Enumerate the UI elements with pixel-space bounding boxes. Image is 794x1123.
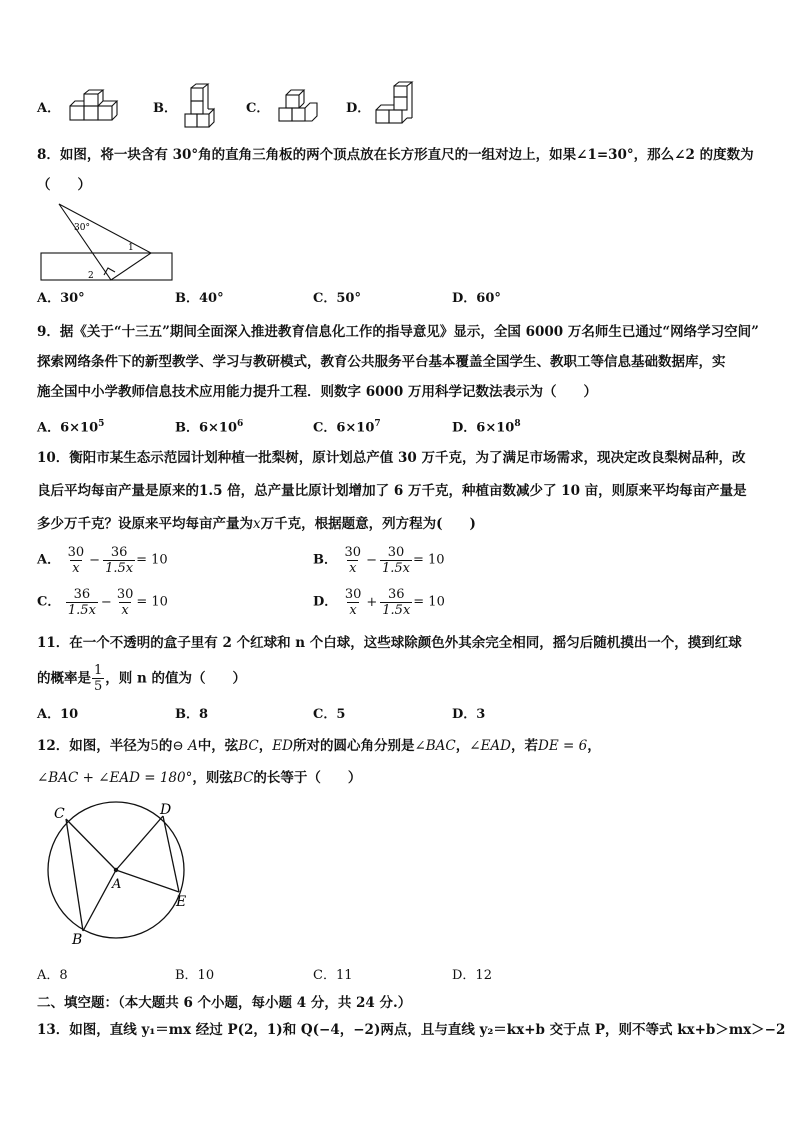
q9-line2: 探索网络条件下的新型教学、学习与教研模式，教育公共服务平台基本覆盖全国学生、教职工等信息基础数据库，实 (37, 354, 726, 370)
q7-option-b-label: B． (153, 101, 177, 116)
q12-radius-ae (116, 870, 179, 892)
q7-option-c-figure (277, 90, 321, 126)
q12-line2: ∠BAC + ∠EAD = 180°，则弦BC的长等于（ ） (37, 770, 362, 786)
q8-triangle (59, 204, 151, 280)
q10-option-a: A． $\frac{30}{x}$ − $\frac{36}{1.5x}$ = 10 (37, 545, 168, 576)
q8-figure (38, 200, 178, 286)
q10-line3: 多少万千克？设原来平均每亩产量为x万千克，根据题意，列方程为( ) (37, 516, 476, 532)
q8-option-b: B．40° (175, 291, 224, 306)
q11-line1: 11．在一个不透明的盒子里有 2 个红球和 n 个白球，这些球除颜色外其余完全相同，摇匀后随机摸出一个，摸到红球 (37, 635, 742, 651)
q12-center-dot (114, 868, 118, 872)
q8-label-2: 2 (88, 271, 94, 281)
q9-line3: 施全国中小学教师信息技术应用能力提升工程．则数字 6000 万用科学记数法表示为（ ） (37, 384, 597, 400)
q12-option-b: B．10 (175, 968, 215, 983)
q8-line1: 8．如图，将一块含有 30°角的直角三角板的两个顶点放在长方形直尺的一组对边上，如果∠1=30°，那么∠2 的度数为 (37, 147, 754, 163)
q8-label-1: 1 (128, 243, 134, 253)
q8-option-c: C．50° (313, 291, 361, 306)
q8-line2: （ ） (37, 177, 91, 193)
q10-line2: 良后平均每亩产量是原来的1.5 倍，总产量比原计划增加了 6 万千克，种植亩数减少了 10 亩，则原来平均每亩产量是 (37, 483, 747, 499)
q12-option-d: D．12 (452, 968, 492, 983)
q7-option-a-label: A． (37, 101, 61, 116)
q12-label-e: E (176, 894, 187, 910)
q9-option-a: A．$6\times 10^5$ (37, 419, 105, 436)
q13-line1: 13．如图，直线 y₁＝mx 经过 P(2，1)和 Q(−4，−2)两点，且与直线 y₂＝kx+b 交于点 P，则不等式 kx+b＞mx＞−2 (37, 1022, 786, 1038)
q12-label-c: C (54, 806, 65, 822)
q7-option-b-figure (183, 84, 223, 130)
q10-option-c: C． $\frac{36}{1.5x}$ − $\frac{30}{x}$ = 10 (37, 587, 168, 618)
q12-chord-de (163, 816, 179, 892)
q7-option-a-figure (68, 90, 120, 126)
q8-option-d: D．60° (452, 291, 501, 306)
q11-option-a: A．10 (37, 707, 79, 722)
q11-option-b: B．8 (175, 707, 209, 722)
q10-option-d: D． $\frac{30}{x}$ + $\frac{36}{1.5x}$ = 10 (313, 587, 445, 618)
q9-line1: 9．据《关于“十三五”期间全面深入推进教育信息化工作的指导意见》显示，全国 6000 万名师生已通过“网络学习空间” (37, 324, 759, 340)
q12-label-b: B (72, 932, 83, 948)
section2-title: 二、填空题：（本大题共 6 个小题，每小题 4 分，共 24 分.） (37, 995, 412, 1011)
q11-line2: 的概率是 $\frac{1}{5}$ ，则 n 的值为（ ） (37, 663, 246, 694)
q12-figure (48, 800, 198, 950)
q12-option-c: C．11 (313, 968, 353, 983)
q7-option-d-figure (374, 86, 418, 128)
q9-option-c: C．$6\times 10^7$ (313, 419, 381, 436)
q7-option-d-label: D． (346, 101, 371, 116)
q8-label-30: 30° (74, 223, 90, 233)
q11-option-d: D．3 (452, 707, 486, 722)
q12-radius-ac (66, 819, 116, 870)
q12-radius-ad (116, 816, 163, 870)
q12-option-a: A．8 (37, 968, 68, 983)
q8-option-a: A．30° (37, 291, 85, 306)
q12-label-a: A (112, 877, 122, 892)
q9-option-b: B．$6\times 10^6$ (175, 419, 244, 436)
q9-option-d: D．$6\times 10^8$ (452, 419, 521, 436)
q7-option-c-label: C． (246, 101, 270, 116)
q10-option-b: B． $\frac{30}{x}$ − $\frac{30}{1.5x}$ = 10 (313, 545, 445, 576)
q11-option-c: C．5 (313, 707, 346, 722)
q12-label-d: D (160, 802, 172, 818)
q12-chord-bc (66, 819, 83, 931)
q10-line1: 10．衡阳市某生态示范园计划种植一批梨树，原计划总产值 30 万千克，为了满足市场需求，现决定改良梨树品种，改 (37, 450, 746, 466)
q12-line1: 12．如图，半径为5的⊖ A中，弦BC，ED所对的圆心角分别是∠BAC，∠EAD，若DE = 6， (37, 738, 601, 754)
q8-ruler (41, 253, 172, 280)
